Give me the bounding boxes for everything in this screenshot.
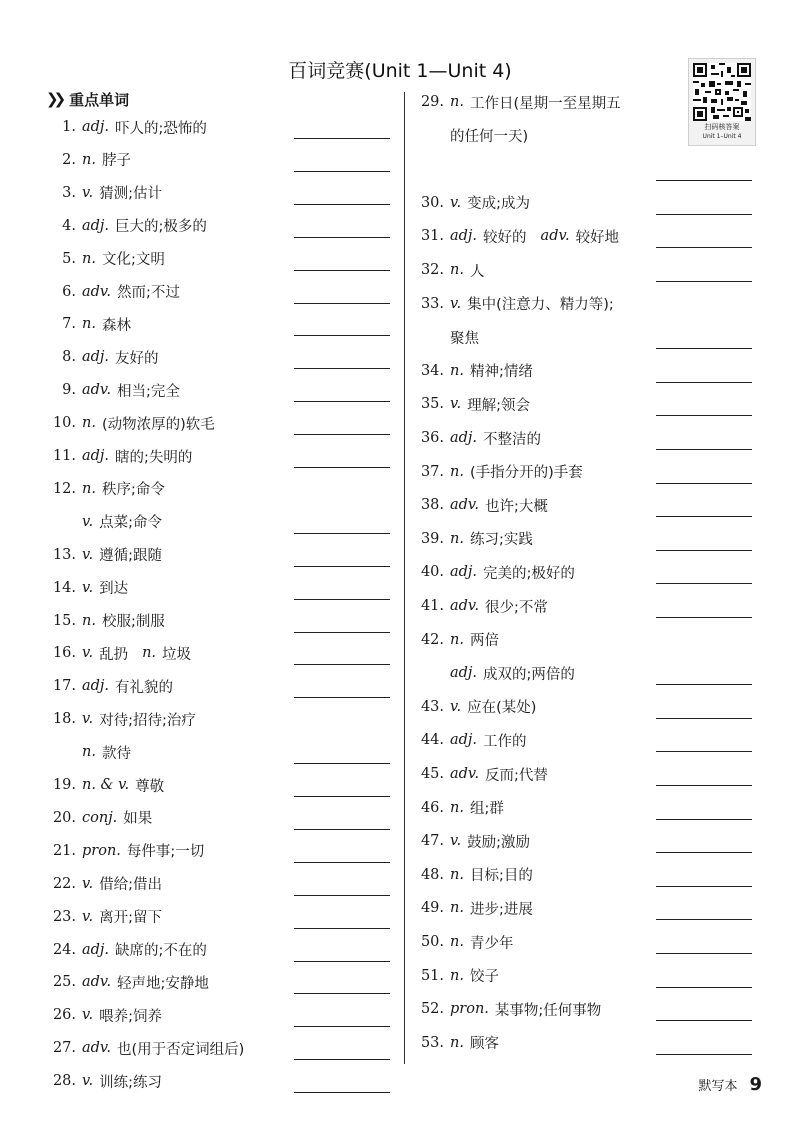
part-of-speech: v. (82, 645, 94, 662)
part-of-speech: adv. (82, 974, 112, 991)
vocab-item (414, 120, 528, 152)
item-number: 43. (420, 698, 444, 715)
chinese-meaning: 两倍 (469, 633, 499, 650)
chinese-meaning: 练习;实践 (469, 532, 533, 549)
item-number: 8. (62, 349, 76, 366)
item-number: 36. (420, 430, 444, 446)
part-of-speech: adv. (82, 283, 112, 300)
item-number: 26. (52, 1007, 76, 1024)
item-number: 46. (420, 799, 444, 816)
vocab-item (46, 637, 191, 669)
part-of-speech: n. (82, 250, 96, 267)
answer-blank[interactable] (294, 401, 390, 402)
vocab-item (414, 523, 533, 555)
part-of-speech: adj. (450, 732, 478, 749)
vocab-item (46, 703, 196, 735)
answer-blank[interactable] (294, 368, 390, 369)
answer-blank[interactable] (294, 237, 390, 238)
chinese-meaning: 顾客 (469, 1036, 499, 1053)
chinese-meaning: 目标;目的 (469, 868, 533, 885)
chinese-meaning: 成双的;两倍的 (483, 666, 575, 683)
item-number: 15. (52, 612, 76, 629)
item-number: 40. (420, 564, 444, 581)
answer-blank[interactable] (294, 632, 390, 633)
column-divider (404, 92, 405, 1064)
part-of-speech: n. (82, 151, 96, 168)
chinese-meaning: 尊敬 (135, 778, 165, 795)
chinese-meaning: 完美的;极好的 (483, 565, 575, 582)
part-of-speech: n. (450, 866, 464, 883)
item-number: 34. (420, 362, 444, 379)
vocab-item (414, 456, 583, 488)
chinese-meaning: 友好的 (115, 350, 159, 367)
part-of-speech: adj. (82, 678, 110, 695)
answer-blank[interactable] (294, 434, 390, 435)
part-of-speech: pron. (450, 1001, 489, 1018)
part-of-speech: v. (82, 184, 94, 201)
answer-blank[interactable] (294, 467, 390, 468)
part-of-speech: n. (450, 362, 464, 379)
vocab-item (46, 802, 152, 834)
part-of-speech: adj. (82, 941, 110, 958)
answer-blank[interactable] (294, 1026, 390, 1027)
part-of-speech: conj. (82, 809, 118, 826)
vocab-item (414, 153, 450, 185)
part-of-speech: v. (82, 711, 94, 728)
answer-blank[interactable] (656, 583, 752, 584)
part-of-speech: adv. (450, 598, 480, 614)
vocab-item (46, 572, 128, 604)
answer-blank[interactable] (656, 180, 752, 181)
answer-blank[interactable] (294, 1059, 390, 1060)
answer-blank[interactable] (294, 993, 390, 994)
part-of-speech: adj. (82, 119, 110, 135)
chinese-meaning: (动物浓厚的)软毛 (101, 416, 215, 433)
part-of-speech: v. (82, 546, 94, 563)
item-number: 38. (420, 497, 444, 514)
item-number: 39. (420, 530, 444, 547)
item-number: 19. (52, 777, 76, 793)
vocab-item (414, 489, 548, 521)
part-of-speech: adv. (82, 382, 112, 399)
answer-blank[interactable] (656, 449, 752, 450)
chinese-meaning: 进步;进展 (469, 901, 533, 918)
answer-blank[interactable] (294, 928, 390, 929)
part-of-speech: adj. (450, 564, 478, 581)
item-number: 48. (420, 866, 444, 883)
chinese-meaning: 吓人的;恐怖的 (115, 120, 207, 137)
part-of-speech: adv. (450, 497, 480, 514)
item-number: 2. (62, 151, 76, 168)
section-label: 重点单词 (69, 90, 130, 109)
part-of-speech: pron. (82, 842, 121, 859)
page-footer (698, 1074, 762, 1095)
part-of-speech: n. (450, 262, 464, 278)
vocab-item (46, 539, 162, 571)
answer-blank[interactable] (294, 303, 390, 304)
item-number: 44. (420, 732, 444, 749)
answer-blank[interactable] (294, 664, 390, 665)
item-number: 1. (62, 119, 76, 135)
answer-blank[interactable] (294, 566, 390, 567)
vocab-item (46, 769, 164, 801)
chinese-meaning: 秩序;命令 (101, 482, 165, 499)
part-of-speech: v. (82, 908, 94, 925)
section-heading (46, 88, 129, 110)
vocab-item (414, 960, 499, 992)
answer-blank[interactable] (294, 204, 390, 205)
chinese-meaning: 猜测;估计 (99, 186, 162, 203)
vocab-item (414, 355, 533, 387)
item-number: 3. (62, 184, 76, 201)
item-number: 17. (52, 678, 76, 695)
chinese-meaning: 然而;不过 (117, 285, 180, 301)
chinese-meaning: 很少;不常 (485, 599, 548, 616)
chinese-meaning: 脖子 (101, 153, 131, 170)
item-number: 16. (52, 645, 76, 662)
chinese-meaning: 聚焦 (450, 330, 479, 347)
item-number: 47. (420, 833, 444, 850)
answer-blank[interactable] (294, 697, 390, 698)
vocab-item (46, 605, 165, 637)
item-number: 14. (52, 579, 76, 596)
chinese-meaning: 的任何一天) (450, 129, 529, 146)
part-of-speech: adj. (82, 448, 110, 464)
item-number: 18. (52, 711, 76, 728)
vocab-item (414, 86, 621, 118)
chinese-meaning: 森林 (101, 317, 131, 334)
chinese-meaning: 到达 (99, 581, 129, 598)
chinese-meaning: 瞎的;失明的 (115, 449, 193, 466)
part-of-speech: v. (82, 875, 94, 892)
answer-blank[interactable] (656, 751, 752, 752)
item-number: 53. (420, 1034, 444, 1051)
chinese-meaning: 变成;成为 (467, 196, 530, 213)
vocab-item (46, 374, 180, 406)
vocab-item (46, 966, 209, 998)
vocab-item (46, 407, 215, 439)
vocab-item (414, 758, 548, 790)
vocab-item (414, 1027, 499, 1059)
part-of-speech: n. (450, 463, 464, 480)
vocab-item (46, 210, 207, 242)
vocab-item (46, 177, 162, 209)
chinese-meaning: 鼓励;激励 (467, 834, 530, 851)
part-of-speech: adv. (450, 766, 480, 782)
vocab-item (46, 243, 165, 275)
answer-blank[interactable] (656, 953, 752, 954)
vocab-item (46, 308, 131, 340)
chinese-meaning: 人 (469, 263, 485, 280)
item-number: 52. (420, 1001, 444, 1018)
double-chevron-icon: ❯❯ (46, 90, 62, 108)
answer-blank[interactable] (294, 171, 390, 172)
vocab-item (46, 934, 207, 966)
part-of-speech: n. (450, 900, 464, 917)
part-of-speech: v. (450, 295, 462, 312)
answer-blank[interactable] (294, 1092, 390, 1093)
part-of-speech: adj. (450, 228, 478, 245)
part-of-speech: n. (450, 1034, 464, 1051)
item-number: 9. (62, 382, 76, 399)
chinese-meaning-2: 较好地 (575, 229, 620, 246)
chinese-meaning: 离开;留下 (99, 910, 162, 927)
part-of-speech: v. (82, 1007, 94, 1024)
part-of-speech-2: adv. (540, 228, 570, 245)
part-of-speech: v. (82, 513, 94, 530)
vocab-item (414, 624, 499, 656)
chinese-meaning: 饺子 (469, 969, 499, 986)
chinese-meaning: 某事物;任何事物 (494, 1002, 602, 1019)
part-of-speech: n. (82, 316, 96, 333)
part-of-speech: n. (82, 480, 96, 497)
part-of-speech: adj. (450, 665, 478, 682)
vocab-item (414, 187, 530, 219)
item-number: 35. (420, 396, 444, 413)
chinese-meaning: 乱扔 (99, 646, 129, 663)
chinese-meaning: 青少年 (469, 935, 514, 952)
answer-blank[interactable] (656, 886, 752, 887)
answer-blank[interactable] (294, 961, 390, 962)
answer-blank[interactable] (656, 919, 752, 920)
chinese-meaning: 如果 (123, 811, 153, 828)
vocab-item (414, 288, 614, 320)
vocab-item (414, 926, 513, 958)
chinese-meaning: 不整洁的 (483, 431, 542, 448)
qr-caption: 扫码核答案 (704, 123, 740, 131)
part-of-speech: n. (82, 612, 96, 629)
vocab-item (46, 1032, 244, 1064)
answer-blank[interactable] (656, 247, 752, 248)
vocab-item (414, 388, 530, 420)
part-of-speech: adj. (450, 430, 478, 446)
answer-blank[interactable] (656, 987, 752, 988)
item-number: 24. (52, 941, 76, 958)
answer-blank[interactable] (656, 415, 752, 416)
item-number: 28. (52, 1073, 76, 1090)
vocab-item (414, 859, 533, 891)
vocab-item (414, 556, 575, 588)
item-number: 4. (62, 217, 76, 234)
item-number: 6. (62, 283, 76, 300)
vocab-item (414, 321, 479, 353)
answer-blank[interactable] (294, 335, 390, 336)
answer-blank[interactable] (294, 796, 390, 797)
chinese-meaning: 理解;领会 (467, 397, 530, 414)
chinese-meaning: 巨大的;极多的 (115, 219, 207, 236)
item-number: 12. (52, 480, 76, 497)
item-number: 30. (420, 194, 444, 211)
answer-blank[interactable] (656, 785, 752, 786)
answer-blank[interactable] (294, 138, 390, 139)
chinese-meaning: 集中(注意力、精力等); (467, 297, 614, 314)
answer-blank[interactable] (656, 1020, 752, 1021)
vocab-item (46, 276, 180, 308)
item-number: 37. (420, 463, 444, 480)
answer-blank[interactable] (656, 516, 752, 517)
chinese-meaning: 应在(某处) (467, 700, 537, 717)
part-of-speech: adv. (82, 1040, 112, 1057)
answer-blank[interactable] (656, 684, 752, 685)
item-number: 45. (420, 766, 444, 782)
vocab-item (46, 999, 162, 1031)
chinese-meaning: 反而;代替 (485, 767, 548, 784)
part-of-speech: n. (450, 934, 464, 950)
vocab-item (46, 341, 159, 373)
item-number: 32. (420, 262, 444, 278)
item-number: 22. (52, 875, 76, 892)
answer-blank[interactable] (294, 599, 390, 600)
vocab-item (46, 868, 162, 900)
item-number: 41. (420, 598, 444, 614)
vocab-item (414, 892, 533, 924)
answer-blank[interactable] (656, 617, 752, 618)
vocab-item (414, 657, 575, 689)
item-number: 10. (52, 415, 76, 432)
answer-blank[interactable] (656, 214, 752, 215)
answer-blank[interactable] (656, 718, 752, 719)
chinese-meaning: 款待 (101, 745, 131, 762)
vocab-item (46, 506, 162, 538)
answer-blank[interactable] (294, 829, 390, 830)
page-title: 百词竞赛(Unit 1—Unit 4) (288, 60, 512, 82)
item-number: 49. (420, 900, 444, 917)
chinese-meaning: 组;群 (469, 801, 504, 818)
item-number: 42. (420, 631, 444, 648)
part-of-speech: n. (82, 415, 96, 432)
chinese-meaning: 较好的 (483, 229, 527, 246)
vocab-item (46, 440, 192, 472)
vocab-item (414, 825, 530, 857)
item-number: 5. (62, 250, 76, 267)
answer-blank[interactable] (656, 348, 752, 349)
vocab-item (414, 724, 527, 756)
item-number: 50. (420, 934, 444, 950)
chinese-meaning: 喂养;饲养 (99, 1008, 162, 1025)
answer-blank[interactable] (294, 533, 390, 534)
footer-label: 默写本 (698, 1079, 738, 1094)
chinese-meaning: 遵循;跟随 (99, 548, 162, 565)
chinese-meaning: 工作日(星期一至星期五 (469, 95, 621, 112)
vocab-item (414, 590, 548, 622)
item-number: 27. (52, 1040, 76, 1057)
chinese-meaning: 也许;大概 (485, 498, 548, 515)
item-number: 21. (52, 842, 76, 859)
vocab-item (414, 792, 504, 824)
part-of-speech: n. (450, 94, 464, 110)
vocab-item (414, 993, 601, 1025)
vocab-item (46, 111, 207, 143)
item-number: 31. (420, 228, 444, 245)
chinese-meaning: 精神;情绪 (469, 364, 533, 381)
item-number: 23. (52, 908, 76, 925)
page-number: 9 (749, 1074, 762, 1095)
chinese-meaning: 对待;招待;治疗 (99, 712, 196, 729)
item-number: 51. (420, 967, 444, 984)
chinese-meaning: 每件事;一切 (126, 844, 205, 861)
chinese-meaning: 有礼貌的 (115, 679, 174, 696)
chinese-meaning: 相当;完全 (117, 383, 180, 400)
chinese-meaning: 也(用于否定词组后) (117, 1041, 245, 1058)
part-of-speech: n. (82, 744, 96, 761)
vocab-item (46, 835, 204, 867)
vocab-item (414, 691, 536, 723)
chinese-meaning: 文化;文明 (101, 252, 165, 269)
part-of-speech: n. & v. (82, 777, 130, 793)
part-of-speech: v. (450, 833, 462, 850)
item-number: 11. (52, 448, 76, 464)
vocab-item (46, 736, 131, 768)
vocab-item (46, 901, 162, 933)
chinese-meaning: 工作的 (483, 733, 527, 750)
part-of-speech: v. (82, 1073, 94, 1090)
answer-blank[interactable] (294, 895, 390, 896)
chinese-meaning: 轻声地;安静地 (117, 975, 209, 992)
qr-code-box[interactable] (688, 58, 756, 146)
chinese-meaning: 借给;借出 (99, 877, 162, 894)
chinese-meaning: 校服;制服 (101, 614, 165, 630)
vocab-item (46, 670, 173, 702)
item-number: 13. (52, 546, 76, 563)
part-of-speech: v. (450, 396, 462, 413)
part-of-speech-2: n. (142, 645, 157, 662)
answer-blank[interactable] (656, 281, 752, 282)
chinese-meaning: (手指分开的)手套 (469, 465, 583, 482)
item-number: 33. (420, 295, 444, 312)
part-of-speech: n. (450, 967, 464, 984)
part-of-speech: n. (450, 530, 464, 547)
answer-blank[interactable] (656, 550, 752, 551)
answer-blank[interactable] (656, 819, 752, 820)
item-number: 29. (420, 94, 444, 110)
item-number: 20. (52, 809, 76, 826)
answer-blank[interactable] (294, 763, 390, 764)
vocab-item (46, 1065, 162, 1097)
answer-blank[interactable] (656, 1054, 752, 1055)
qr-code-icon (693, 63, 751, 121)
vocab-item (414, 254, 484, 286)
part-of-speech: v. (82, 579, 94, 596)
chinese-meaning: 点菜;命令 (99, 515, 162, 532)
part-of-speech: v. (450, 194, 462, 211)
chinese-meaning-2: 垃圾 (162, 646, 192, 663)
part-of-speech: adj. (82, 349, 110, 366)
vocab-item (414, 220, 619, 252)
part-of-speech: n. (450, 631, 464, 648)
answer-blank[interactable] (656, 382, 752, 383)
item-number: 7. (62, 316, 76, 333)
chinese-meaning: 缺席的;不在的 (115, 943, 207, 959)
item-number: 25. (52, 974, 76, 991)
vocab-item (46, 144, 131, 176)
answer-blank[interactable] (294, 862, 390, 863)
part-of-speech: adj. (82, 217, 110, 234)
part-of-speech: n. (450, 799, 464, 816)
qr-subcaption: Unit 1–Unit 4 (702, 133, 742, 140)
vocab-item (46, 473, 165, 505)
vocab-item (414, 422, 541, 454)
chinese-meaning: 训练;练习 (99, 1074, 162, 1091)
answer-blank[interactable] (294, 270, 390, 271)
answer-blank[interactable] (656, 483, 752, 484)
answer-blank[interactable] (656, 852, 752, 853)
part-of-speech: v. (450, 698, 462, 715)
